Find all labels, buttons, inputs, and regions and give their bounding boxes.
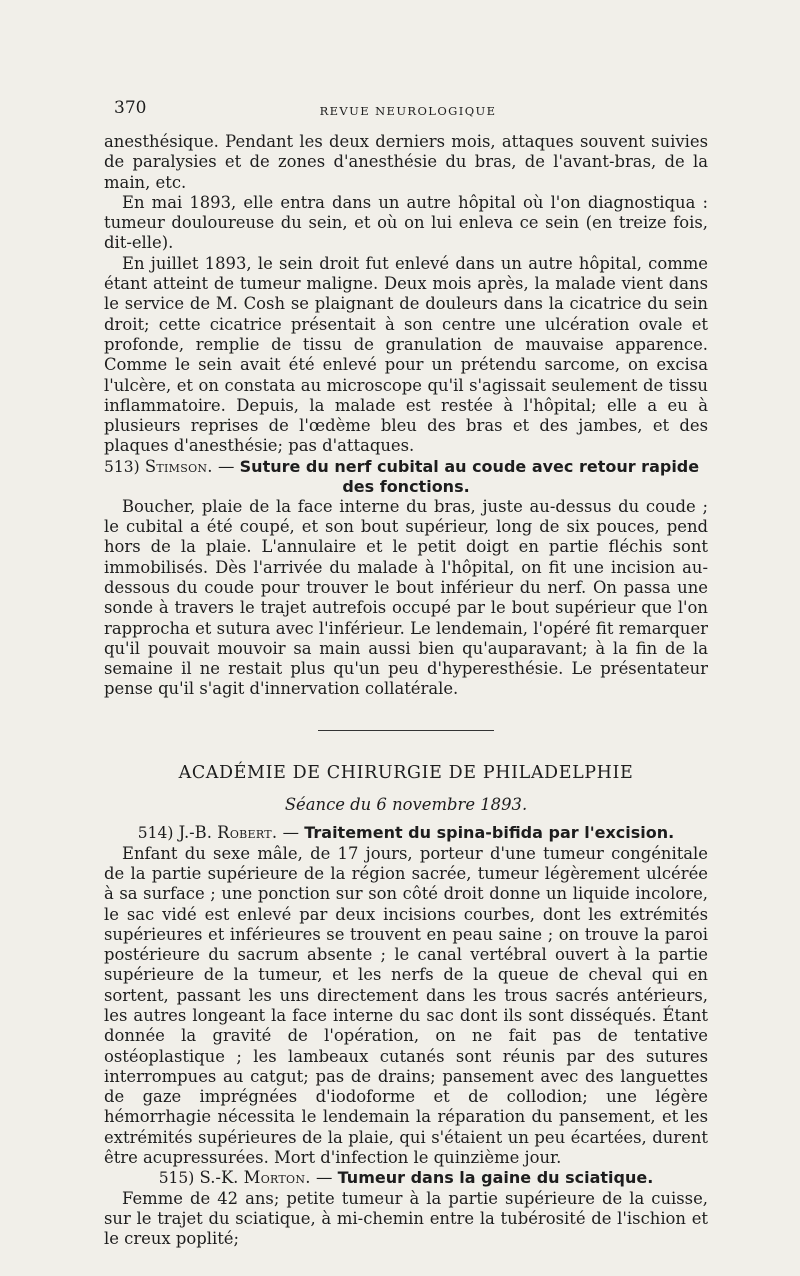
abstract-title: Traitement du spina-bifida par l'excision. bbox=[304, 823, 675, 843]
abstract-author: Morton. bbox=[243, 1168, 311, 1188]
abstract-515-body: Femme de 42 ans; petite tumeur à la partie supérieure de la cuisse, sur le trajet du sciatique, à mi-chemin entre la tubérosité de l'ischion et le creux poplité; bbox=[104, 1188, 708, 1249]
session-date: Séance du 6 novembre 1893. bbox=[284, 795, 528, 815]
author-initials: J.-B. bbox=[178, 823, 212, 843]
page-number: 370 bbox=[114, 98, 147, 118]
abstract-number: 514) bbox=[137, 824, 174, 843]
society-heading: ACADÉMIE DE CHIRURGIE DE PHILADELPHIE bbox=[178, 762, 634, 783]
heading-dash: — bbox=[218, 456, 235, 476]
abstract-title: Suture du nerf cubital au coude avec retour rapide bbox=[239, 456, 700, 476]
author-initials: S.-K. bbox=[199, 1168, 239, 1188]
page-header bbox=[110, 98, 706, 122]
abstract-number: 515) bbox=[158, 1169, 195, 1188]
abstract-513-heading bbox=[104, 457, 708, 497]
paragraph-continued: anesthésique. Pendant les deux derniers mois, attaques souvent suivies de paralysies et de zones d'anesthésie du bras, de l'avant-bras, de la main, etc. bbox=[104, 132, 708, 192]
abstract-title-continued: des fonctions. bbox=[342, 476, 470, 496]
section-divider bbox=[318, 730, 494, 731]
abstract-title: Tumeur dans la gaine du sciatique. bbox=[337, 1168, 654, 1188]
abstract-number: 513) bbox=[104, 457, 140, 476]
abstract-513-body: Boucher, plaie de la face interne du bras, juste au-dessus du coude ; le cubital a été coupé, et son bout supérieur, long de six pouces, pend hors de la plaie. L'annulaire et le petit doigt en partie fléchis sont immobilisés. Dès l'arrivée du malade à l'hôpital, on fit une incision au-dessous du coude pour trouver le bout inférieur du nerf. On passa une sonde à travers le trajet autrefois occupé par le bout supérieur que l'on rapprocha et sutura avec l'inférieur. Le lendemain, l'opéré fit remarquer qu'il pouvait mouvoir sa main aussi bien qu'auparavant; à la fin de la semaine il ne restait plus qu'un peu d'hyperesthésie. Le présentateur pense qu'il s'agit d'innervation collatérale. bbox=[104, 496, 708, 699]
heading-dash: — bbox=[316, 1168, 333, 1188]
page-body bbox=[104, 132, 708, 1250]
abstract-author: Stimson. bbox=[144, 456, 213, 476]
abstract-514-body: Enfant du sexe mâle, de 17 jours, porteur d'une tumeur congénitale de la partie supérieure de la région sacrée, tumeur légèrement ulcérée à sa surface ; une ponction sur son côté droit donne un liquide incolore, le sac vidé est enlevé par deux incisions courbes, dont les extrémités supérieures et inférieures se trouvent en peau saine ; on trouve la paroi postérieure du sacrum absente ; le canal vertébral ouvert à la partie supérieure de la tumeur, et les nerfs de la queue de cheval qui en sortent, passant les uns directement dans les trous sacrés antérieurs, les autres longeant la face interne du sac dont ils sont disséqués. Étant donnée la gravité de l'opération, on ne fait pas de tentative ostéoplastique ; les lambeaux cutanés sont réunis par des sutures interrompues au catgut; pas de drains; pansement avec des languettes de gaze imprégnées d'iodoforme et de collodion; une légère hémorrhagie nécessita le lendemain la réparation du pansement, et les extrémités supérieures de la plaie, qui s'étaient un peu écartées, durent être acupressurées. Mort d'infection le quinzième jour. bbox=[104, 843, 708, 1168]
abstract-author: Robert. bbox=[217, 823, 278, 843]
abstract-515-heading bbox=[104, 1168, 708, 1188]
heading-dash: — bbox=[282, 823, 299, 843]
abstract-514-heading bbox=[104, 823, 708, 843]
paragraph: En mai 1893, elle entra dans un autre hôpital où l'on diagnostiqua : tumeur douloureuse du sein, et où on lui enleva ce sein (en treize fois, dit-elle). bbox=[104, 192, 708, 253]
running-title: REVUE NEUROLOGIQUE bbox=[319, 104, 497, 118]
paragraph: En juillet 1893, le sein droit fut enlevé dans un autre hôpital, comme étant atteint de tumeur maligne. Deux mois après, la malade vient dans le service de M. Cosh se plaignant de douleurs dans la cicatrice du sein droit; cette cicatrice présentait à son centre une ulcération ovale et profonde, remplie de tissu de granulation de mauvaise apparence. Comme le sein avait été enlevé pour un prétendu sarcome, on excisa l'ulcère, et on constata au microscope qu'il s'agissait seulement de tissu inflammatoire. Depuis, la malade est restée à l'hôpital; elle a eu à plusieurs reprises de l'œdème bleu des bras et des jambes, et des plaques d'anesthésie; pas d'attaques. bbox=[104, 253, 708, 456]
